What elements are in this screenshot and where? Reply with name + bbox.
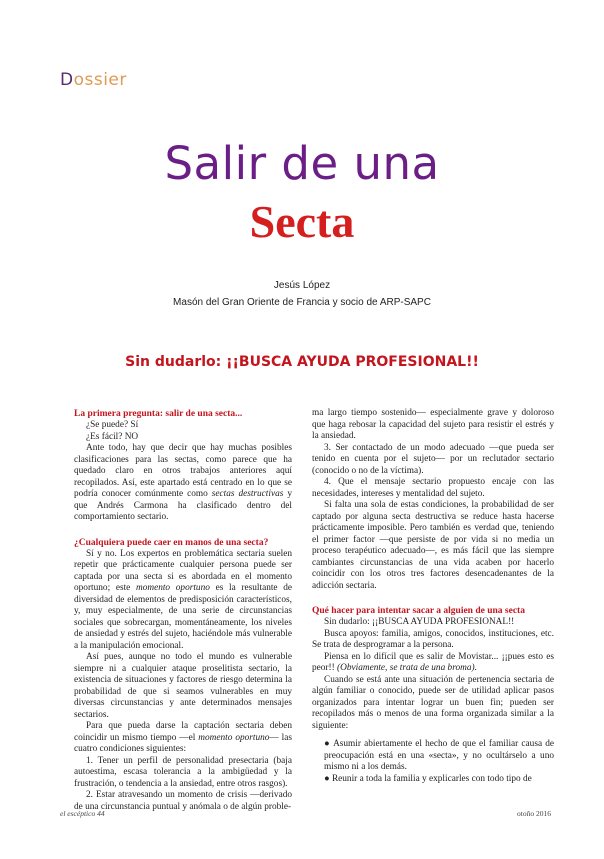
paragraph: 1. Tener un perfil de personalidad presectaria (baja autoestima, escasa tolerancia a la ambigüedad y la frustración, o tendencia a la ansiedad, entre otros rasgos).	[74, 755, 292, 789]
paragraph: Busca apoyos: familia, amigos, conocidos, instituciones, etc. Se trata de desprogramar a la persona.	[312, 628, 554, 650]
paragraph: Ante todo, hay que decir que hay muchas posibles clasificaciones para las sectas, como parece que ha quedado claro en otros trabajos anteriores aquí recopilados. Así, este apartado está centrado en lo que se podría conocer comúnmente como sectas destructivas y que Andrés Carmona ha clasificado dentro del comportamiento sectario.	[74, 443, 293, 522]
section-tag	[60, 70, 127, 90]
paragraph: Sin dudarlo: ¡¡BUSCA AYUDA PROFESIONAL!!	[324, 617, 515, 627]
section-heading: ¿Cualquiera puede caer en manos de una secta?	[74, 537, 269, 548]
section-heading: Qué hacer para intentar sacar a alguien de una secta	[312, 606, 525, 616]
paragraph: ¿Es fácil? NO	[86, 431, 139, 442]
section-tag-rest: ossier	[73, 70, 127, 90]
bullet-item: ● Asumir abiertamente el hecho de que el familiar causa de preocupación está en una «secta», y no ocultárselo a uno mismo ni a los demás.	[324, 739, 554, 772]
paragraph: 2. Estar atravesando un momento de crisis —derivado de una circunstancia puntual y anómala o de algún proble-	[74, 790, 292, 812]
right-column	[312, 408, 554, 785]
headline: Sin dudarlo: ¡¡BUSCA AYUDA PROFESIONAL!!	[125, 354, 479, 370]
footer-publication: el escéptico 44	[60, 809, 105, 818]
title-line-1: Salir de una	[164, 137, 440, 190]
title-line-2: Secta	[249, 196, 355, 247]
paragraph: ¿Se puede? Sí	[86, 420, 139, 430]
left-column	[74, 408, 292, 813]
paragraph: Para que pueda darse la captación sectaria deben coincidir un mismo tiempo —el momento oportuno— las cuatro condiciones siguientes:	[74, 721, 293, 754]
paragraph: ma largo tiempo sostenido— especialmente grave y doloroso que haga rebosar la capacidad del sujeto para resistir el estrés y la ansiedad.	[312, 408, 554, 441]
paragraph: Si falta una sola de estas condiciones, la probabilidad de ser captado por alguna secta destructiva se reduce hasta hacerse prácticamente imposible. Pero también es verdad que, teniendo el primer factor —que persiste de por vida si no media un proceso terapéutico adecuado—, es más fácil que las siempre cambiantes circunstancias de una vida acaben por hacerlo coincidir con los otros tres factores desencadenantes de la adicción sectaria.	[312, 500, 554, 591]
paragraph: Cuando se está ante una situación de pertenencia sectaria de algún familiar o conocido, puede ser de utilidad aplicar pasos organizados para intentar lograr un buen fin; pueden ser recopilados más o menos de una forma organizada similar a la siguiente:	[312, 674, 554, 731]
paragraph: Sí y no. Los expertos en problemática sectaria suelen repetir que prácticamente cualquier persona puede ser captada por una secta si es abordada en el momento oportuno; este momento oportuno es la resultante de diversidad de elementos de predisposición característicos, y, muy especialmente, de una serie de circunstancias sociales que sobrecargan, momentáneamente, los niveles de ansiedad y estrés del sujeto, haciéndole más vulnerable a la manipulación emocional.	[74, 548, 293, 651]
section-heading: La primera pregunta: salir de una secta...	[74, 409, 243, 419]
paragraph: 3. Ser contactado de un modo adecuado —que pueda ser tenido en cuenta por el sujeto— por un reclutador sectario (conocido o no de la víctima).	[312, 442, 554, 476]
paragraph: Así pues, aunque no todo el mundo es vulnerable siempre ni a cualquier ataque proselitista sectario, la existencia de situaciones y factores de riesgo determina la probabilidad de que si seamos vulnerables en muy diversas circunstancias y ante determinados mensajes sectarios.	[74, 652, 292, 720]
paragraph: 4. Que el mensaje sectario propuesto encaje con las necesidades, intereses y mentalidad del sujeto.	[312, 477, 554, 499]
paragraph: Piensa en lo difícil que es salir de Movistar... ¡¡pues esto es peor!! (Obviamente, se trata de una broma).	[312, 651, 554, 673]
footer-date: otoño 2016	[517, 809, 551, 818]
author-affiliation: Masón del Gran Oriente de Francia y socio de ARP-SAPC	[173, 297, 431, 308]
bullet-item: ● Reunir a toda la familia y explicarles con todo tipo de	[324, 773, 532, 784]
author-name: Jesús López	[273, 280, 331, 291]
section-tag-initial: D	[60, 70, 74, 90]
